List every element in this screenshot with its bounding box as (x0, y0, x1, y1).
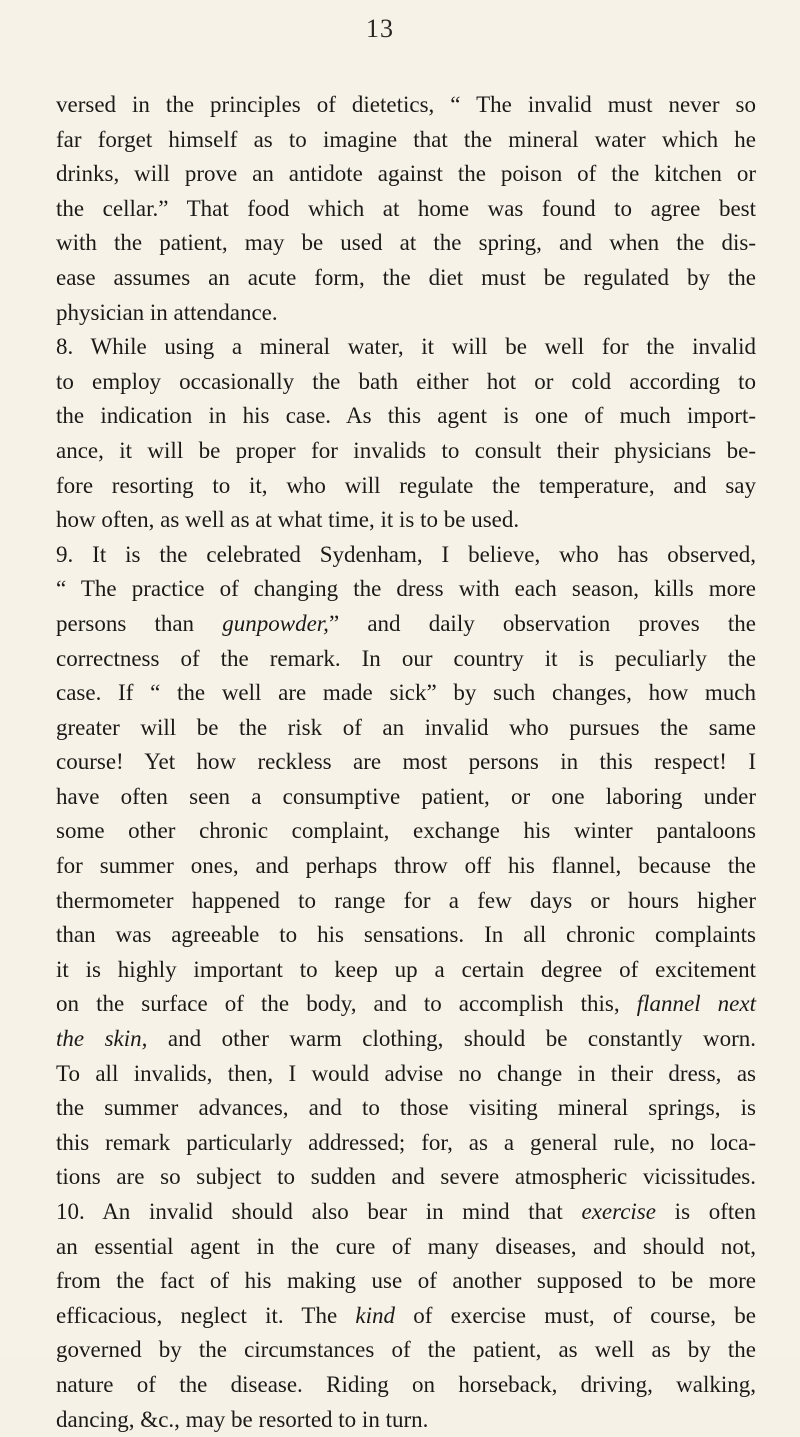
text-run: have often seen a consumptive patient, or one laboring under (56, 783, 756, 809)
text-run: correctness of the remark. In our country it is peculiarly the (56, 645, 756, 671)
italic-text: the skin, (56, 1026, 148, 1052)
text-line (56, 123, 756, 158)
italic-text: flannel next (636, 991, 756, 1017)
text-line (56, 192, 756, 227)
text-line (56, 607, 756, 642)
text-run: To all invalids, then, I would advise no change in their dress, as (56, 1060, 756, 1086)
text-line (56, 157, 756, 192)
text-run: from the fact of his making use of another supposed to be more (56, 1268, 756, 1294)
text-line (56, 434, 756, 469)
text-run: drinks, will prove an antidote against the poison of the kitchen or (56, 161, 756, 187)
text-run: nature of the disease. Riding on horseback, driving, walking, (56, 1371, 756, 1397)
italic-text: exercise (581, 1199, 656, 1224)
text-line (56, 88, 756, 123)
text-run: ” and daily observation proves the (328, 610, 756, 636)
text-run: and other warm clothing, should be constantly worn. (147, 1026, 756, 1052)
text-run: ease assumes an acute form, the diet must be regulated by the (56, 264, 756, 290)
text-line (56, 814, 756, 849)
text-run: case. If “ the well are made sick” by such changes, how much (56, 680, 756, 706)
text-run: the indication in his case. As this agent is one of much import- (56, 403, 756, 429)
text-line (56, 711, 756, 746)
text-run: the cellar.” That food which at home was found to agree best (56, 195, 756, 221)
text-run: tions are so subject to sudden and severe atmospheric vicissitudes. (56, 1164, 756, 1190)
text-run: ance, it will be proper for invalids to consult their physicians be- (56, 437, 756, 463)
text-line (56, 987, 756, 1022)
text-line (56, 399, 756, 434)
text-run: thermometer happened to range for a few days or hours higher (56, 887, 756, 913)
text-run: “ The practice of changing the dress with each season, kills more (56, 576, 756, 602)
text-run: than was agreeable to his sensations. In all chronic complaints (56, 922, 756, 948)
text-line (56, 1333, 756, 1368)
text-line (56, 745, 756, 780)
text-run: the summer advances, and to those visiting mineral springs, is (56, 1095, 756, 1121)
text-run: with the patient, may be used at the spring, and when the dis- (56, 230, 756, 256)
text-run: dancing, &c., may be resorted to in turn. (56, 1406, 429, 1432)
text-run: persons than (56, 610, 223, 636)
text-run: is often (655, 1199, 756, 1224)
text-run: greater will be the risk of an invalid who pursues the same (56, 714, 756, 740)
text-line (56, 1403, 756, 1437)
text-run: an essential agent in the cure of many diseases, and should not, (56, 1233, 756, 1259)
text-line (56, 1057, 756, 1092)
text-line (56, 296, 756, 331)
text-run: 8. While using a mineral water, it will be well for the invalid (56, 334, 756, 360)
italic-text: gunpowder, (222, 610, 329, 636)
text-line (56, 1160, 756, 1195)
text-run: course! Yet how reckless are most persons in this respect! I (56, 749, 756, 775)
text-run: on the surface of the body, and to accomplish this, (56, 991, 637, 1017)
text-run: governed by the circumstances of the patient, as well as by the (56, 1337, 756, 1363)
text-line (56, 849, 756, 884)
text-run: some other chronic complaint, exchange his winter pantaloons (56, 818, 756, 844)
body-text (56, 88, 756, 1437)
text-line (56, 676, 756, 711)
text-line (56, 1299, 756, 1334)
text-line (56, 642, 756, 677)
text-run: 10. An invalid should also bear in mind that (56, 1199, 582, 1224)
text-line (56, 261, 756, 296)
page-number: 13 (366, 14, 394, 43)
italic-text: kind (355, 1302, 396, 1328)
text-line (56, 1368, 756, 1403)
text-run: how often, as well as at what time, it is to be used. (56, 507, 520, 533)
text-line (56, 1230, 756, 1265)
text-line (56, 1091, 756, 1126)
text-line (56, 330, 756, 365)
text-run: fore resorting to it, who will regulate the temperature, and say (56, 472, 756, 498)
text-line (56, 538, 756, 573)
text-line (56, 1195, 756, 1230)
text-run: it is highly important to keep up a certain degree of excitement (56, 956, 756, 982)
text-run: versed in the principles of dietetics, “ The invalid must never so (56, 92, 756, 117)
text-line (56, 884, 756, 919)
text-line (56, 503, 756, 538)
text-run: this remark particularly addressed; for, as a general rule, no loca- (56, 1129, 756, 1155)
text-run: of exercise must, of course, be (395, 1302, 756, 1328)
text-run: for summer ones, and perhaps throw off his flannel, because the (56, 853, 756, 879)
text-line (56, 918, 756, 953)
text-run: physician in attendance. (56, 299, 278, 325)
text-line (56, 1126, 756, 1161)
text-line (56, 469, 756, 504)
text-line (56, 572, 756, 607)
text-line (56, 1022, 756, 1057)
text-line (56, 953, 756, 988)
text-run: 9. It is the celebrated Sydenham, I believe, who has observed, (56, 541, 756, 567)
text-line (56, 226, 756, 261)
text-run: efficacious, neglect it. The (56, 1302, 356, 1328)
text-line (56, 780, 756, 815)
text-line (56, 1264, 756, 1299)
text-run: far forget himself as to imagine that the mineral water which he (56, 126, 756, 152)
text-run: to employ occasionally the bath either hot or cold according to (56, 368, 756, 394)
text-line (56, 365, 756, 400)
